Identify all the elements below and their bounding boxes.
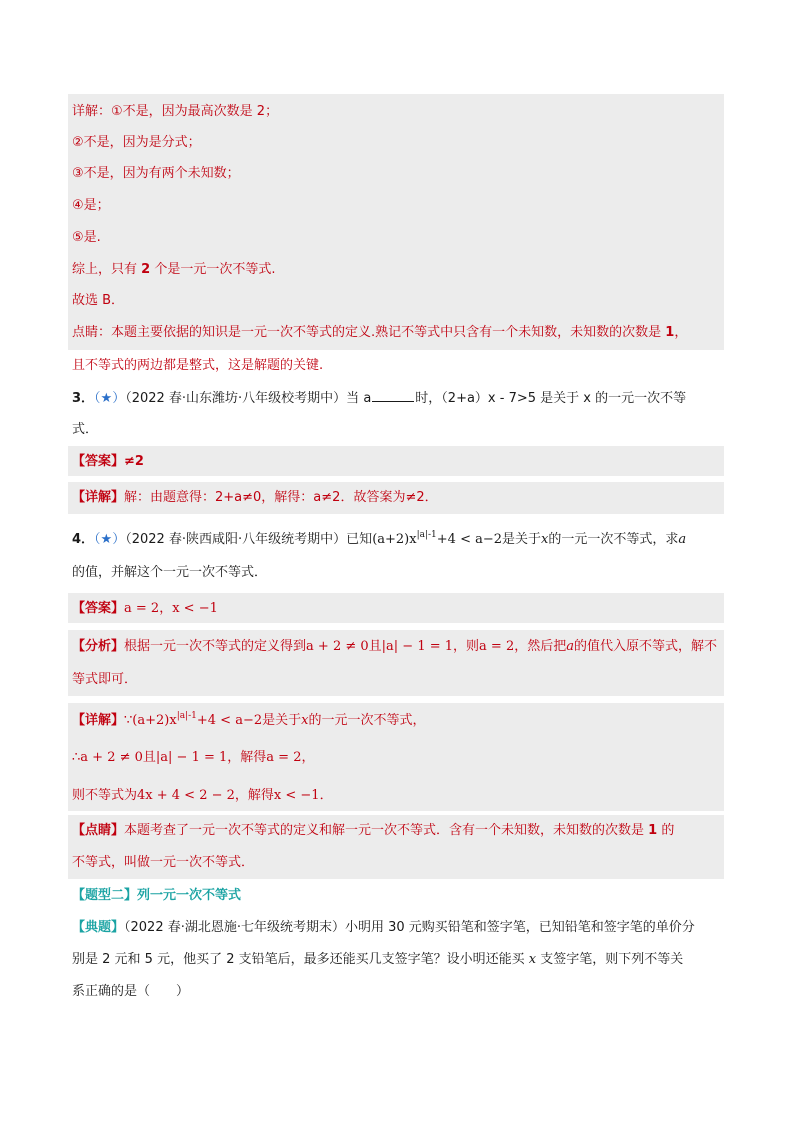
exponent: |a|-1	[416, 530, 437, 540]
math-expression: a = 2	[266, 750, 302, 765]
detail-text: ④是；	[72, 198, 110, 213]
question-4-line-1	[72, 524, 728, 556]
difficulty-star-icon: （★）	[94, 532, 126, 547]
section-title	[72, 880, 728, 912]
inequality-expression: (a+2)x	[132, 713, 177, 728]
question-text: 时，（2+a）x - 7>5 是关于 x 的一元一次不等	[415, 391, 687, 406]
key-point-text: ，	[674, 325, 688, 340]
summary-text: 个是一元一次不等式.	[150, 262, 276, 277]
detail-text: ②不是，因为是分式；	[72, 135, 201, 150]
variable-x: x	[528, 952, 537, 967]
q4-detail-line-2	[72, 742, 728, 774]
q4-key-point-line-2	[72, 847, 728, 879]
answer-tag: 【答案】	[72, 454, 125, 469]
q4-detail-line-3	[72, 780, 728, 812]
key-point-text: 且不等式的两边都是整式，这是解题的关键.	[72, 358, 324, 373]
detail-tag: 【详解】	[72, 490, 125, 505]
summary-line	[72, 254, 728, 286]
math-expression: |a| − 1 = 1	[381, 639, 454, 654]
example-line-1	[72, 912, 728, 944]
difficulty-star-icon: （★）	[94, 391, 126, 406]
math-expression: x < −1	[273, 788, 320, 803]
q4-analysis-line-1	[72, 631, 728, 663]
detail-label: 详解：	[72, 104, 112, 119]
math-expression: a = 2	[479, 639, 515, 654]
example-tag: 【典题】	[72, 920, 125, 935]
example-text: （2022 春·湖北恩施·七年级统考期末）小明用 30 元购买铅笔和签字笔，已知铅笔和签字笔的单价分	[124, 920, 695, 935]
summary-text: 综上，只有	[72, 262, 142, 277]
q4-analysis-line-2	[72, 664, 728, 696]
analysis-text: 等式即可．	[72, 672, 138, 687]
exponent: |a|-1	[176, 711, 197, 721]
detail-tag: 【详解】	[72, 713, 125, 728]
question-source: （2022 春·山东潍坊·八年级校考期中）当 a	[125, 391, 372, 406]
inequality-expression: +4 < a−2	[436, 532, 503, 547]
q4-key-point-line-1	[72, 815, 728, 847]
example-line-2	[72, 944, 728, 976]
analysis-tag: 【分析】	[72, 639, 125, 654]
detail-text: ①不是，因为最高次数是 2；	[111, 104, 279, 119]
key-point-number: 1	[648, 823, 658, 838]
detail-text: ∵	[124, 713, 133, 728]
analysis-text: 的值代入原不等式，解不	[574, 639, 718, 654]
detail-line-5	[72, 222, 728, 254]
example-line-3	[72, 976, 728, 1008]
variable-a: a	[566, 639, 575, 654]
key-point-line-2	[72, 350, 728, 382]
question-3-line-1	[72, 383, 728, 415]
detail-line-2	[72, 127, 728, 159]
section-title-text: 【题型二】列一元一次不等式	[72, 888, 242, 903]
key-point-text: 本题考查了一元一次不等式的定义和解一元一次不等式．含有一个未知数，未知数的次数是	[124, 823, 649, 838]
analysis-text: 且	[368, 639, 382, 654]
answer-value: ≠2	[124, 454, 144, 469]
detail-text: 是关于	[262, 713, 302, 728]
answer-blank	[372, 387, 414, 402]
q4-detail-line-1	[72, 705, 728, 737]
q4-answer-line	[72, 593, 728, 625]
key-point-text: 点睛：本题主要依据的知识是一元一次不等式的定义.熟记不等式中只含有一个未知数，未知数的次数是	[72, 325, 666, 340]
question-number: 3．	[72, 391, 95, 406]
question-text: 的值，并解这个一元一次不等式．	[72, 565, 268, 580]
key-point-tag: 【点睛】	[72, 823, 125, 838]
q3-detail-line	[72, 482, 728, 514]
question-number: 4．	[72, 532, 95, 547]
summary-count: 2	[141, 262, 151, 277]
detail-text: ⑤是.	[72, 230, 101, 245]
key-point-text: 的	[657, 823, 675, 838]
key-point-number: 1	[665, 325, 675, 340]
detail-text: ，解得	[234, 788, 274, 803]
example-text: 系正确的是（ ）	[72, 984, 190, 999]
detail-text: 则不等式为	[72, 788, 138, 803]
analysis-text: ，然后把	[514, 639, 567, 654]
question-text: 的一元一次不等式，求	[548, 532, 679, 547]
detail-line-3	[72, 158, 728, 190]
detail-text: 且	[142, 750, 156, 765]
question-source: （2022 春·陕西咸阳·八年级统考期中）已知	[125, 532, 373, 547]
detail-text: ③不是，因为有两个未知数；	[72, 166, 240, 181]
detail-text: 的一元一次不等式，	[308, 713, 426, 728]
inequality-expression: (a+2)x	[372, 532, 417, 547]
answer-value: x < −1	[172, 601, 218, 616]
separator: ，	[159, 601, 173, 616]
math-expression: a + 2 ≠ 0	[306, 639, 369, 654]
detail-text: ．	[319, 788, 333, 803]
detail-text: 解：由题意得：2+a≠0，解得：a≠2．故答案为≠2．	[124, 490, 438, 505]
question-text: 式．	[72, 422, 99, 437]
detail-text: ，解得	[227, 750, 267, 765]
math-expression: |a| − 1 = 1	[155, 750, 228, 765]
inequality-expression: +4 < a−2	[196, 713, 263, 728]
question-3-line-2	[72, 414, 728, 446]
variable-a: a	[678, 532, 687, 547]
variable-x: x	[301, 713, 309, 728]
analysis-text: 根据一元一次不等式的定义得到	[124, 639, 307, 654]
answer-tag: 【答案】	[72, 601, 125, 616]
question-4-line-2	[72, 557, 728, 589]
example-text: 支签字笔，则下列不等关	[536, 952, 684, 967]
detail-line-4	[72, 190, 728, 222]
detail-line-1	[72, 96, 728, 128]
therefore-symbol: ∴	[72, 750, 81, 765]
answer-choice: 故选 B．	[72, 293, 125, 308]
key-point-line-1	[72, 317, 728, 349]
key-point-text: 不等式，叫做一元一次不等式．	[72, 855, 255, 870]
variable-x: x	[541, 532, 549, 547]
question-text: 是关于	[502, 532, 542, 547]
answer-value: a = 2	[124, 601, 160, 616]
q3-answer-line	[72, 446, 728, 478]
math-expression: 4x + 4 < 2 − 2	[137, 788, 235, 803]
analysis-text: ，则	[453, 639, 480, 654]
math-expression: a + 2 ≠ 0	[80, 750, 143, 765]
example-text: 别是 2 元和 5 元，他买了 2 支铅笔后，最多还能买几支签字笔？设小明还能买	[72, 952, 529, 967]
answer-choice-line	[72, 285, 728, 317]
detail-text: ，	[301, 750, 315, 765]
